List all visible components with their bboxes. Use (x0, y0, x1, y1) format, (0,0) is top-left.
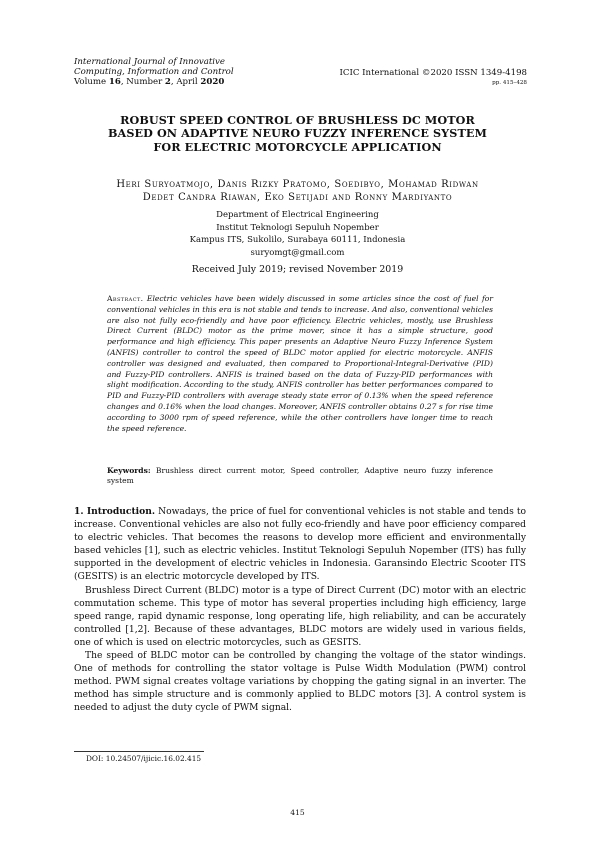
title-line-3: FOR ELECTRIC MOTORCYCLE APPLICATION (153, 139, 442, 154)
page-range: pp. 415–428 (492, 80, 527, 86)
author-list (60, 178, 535, 204)
page-number: 415 (290, 808, 305, 817)
journal-header (74, 58, 234, 87)
volume-number: 16 (108, 76, 121, 87)
keywords-heading: Keywords: (107, 466, 151, 475)
abstract-text: Electric vehicles have been widely discussed in some articles since the cost of fuel for conventional vehicles in this era is not stable and tends to increase. And also, conventional vehicles are also not fully eco-friendly and have poor efficiency. Electric vehicles, mostly, use Brushless Direct Current (BLDC) motor as the prime mover, since it has a simple structure, good performance and high efficiency. This paper presents an Adaptive Neuro Fuzzy Inference System (ANFIS) controller to control the speed of BLDC motor applied for electric motorcycle. ANFIS controller was designed and evaluated, then compared to Proportional-Integral-Derivative (PID) and Fuzzy-PID controllers. ANFIS is trained based on the data of Fuzzy-PID performances with slight modification. According to the study, ANFIS controller has better performances compared to PID and Fuzzy-PID controllers with average steady state error of 0.13% when the speed reference changes and 0.16% when the load changes. Moreover, ANFIS controller obtains 0.27 s for rise time according to 3000 rpm of speed reference, while the other controllers have longer time to reach the speed reference. (107, 294, 493, 433)
journal-name-line1: International Journal of Innovative (74, 57, 225, 67)
journal-name-line2: Computing, Information and Control (74, 66, 234, 77)
volume-prefix: Volume (74, 76, 109, 87)
issue-year: 2020 (200, 76, 225, 87)
abstract (107, 294, 493, 434)
issue-number: 2 (164, 76, 171, 87)
received-dates: Received July 2019; revised November 2019 (191, 264, 404, 275)
intro-paragraph-3: The speed of BLDC motor can be controlled by changing the voltage of the stator windings. One of methods for controlling the stator voltage is Pulse Width Modulation (PWM) control method. PWM signal creates voltage variations by chopping the gating signal in an inverter. The method has simple structure and is commonly applied to BLDC motors [3]. A control system is needed to adjust the duty cycle of PWM signal. (74, 651, 526, 714)
journal-issue (74, 78, 234, 88)
affiliation-department: Department of Electrical Engineering (216, 210, 379, 220)
intro-paragraph-2: Brushless Direct Current (BLDC) motor is a type of Direct Current (DC) motor with an electric commutation scheme. This type of motor has several properties including high efficiency, large speed range, rapid dynamic response, long operating life, high reliability, and can be accurately controlled [1,2]. Because of these advantages, BLDC motors are widely used in various fields, one of which is used on electric motorcycles, such as GESITS. (74, 585, 526, 648)
footnote-rule (74, 751, 204, 752)
publisher-header (339, 68, 527, 88)
affiliation (60, 209, 535, 259)
abstract-heading: Abstract. (107, 294, 144, 303)
number-prefix: , Number (120, 76, 165, 87)
intro-paragraph-1 (74, 505, 526, 585)
intro-paragraph-1-text: Nowadays, the price of fuel for conventional vehicles is not stable and tends to increase. Conventional vehicles are also not fully eco-friendly and have poor efficiency compared to electric vehicles. That becomes the reasons to develop more efficient and environmentally based vehicles [1], such as electric vehicles. Institut Teknologi Sepuluh Nopember (ITS) has fully supported in the development of electric vehicles in Indonesia. Garansindo Electric Scooter ITS (GESITS) is an electric motorcycle developed by ITS. (74, 507, 526, 583)
authors-line-1: Heri Suryoatmojo, Danis Rizky Pratomo, Soedibyo, Mohamad Ridwan (116, 179, 479, 190)
keywords (107, 466, 493, 487)
section-heading: 1. Introduction. (74, 506, 156, 517)
title-line-2: BASED ON ADAPTIVE NEURO FUZZY INFERENCE SYSTEM (108, 126, 487, 141)
author-email: suryomgt@gmail.com (250, 247, 345, 258)
paper-title (60, 114, 535, 154)
affiliation-address: Kampus ITS, Sukolilo, Surabaya 60111, Indonesia (189, 235, 406, 246)
introduction-section (74, 505, 526, 716)
date-prefix: , April (170, 76, 201, 87)
doi-footnote: DOI: 10.24507/ijicic.16.02.415 (86, 754, 202, 763)
authors-line-2: Dedet Candra Riawan, Eko Setijadi and Ronny Mardiyanto (142, 192, 453, 203)
title-line-1: ROBUST SPEED CONTROL OF BRUSHLESS DC MOTOR (120, 113, 475, 127)
keywords-text: Brushless direct current motor, Speed controller, Adaptive neuro fuzzy inference system (107, 466, 493, 486)
publisher-issn: ICIC International ©2020 ISSN 1349-4198 (339, 68, 527, 78)
affiliation-institute: Institut Teknologi Sepuluh Nopember (216, 222, 379, 233)
